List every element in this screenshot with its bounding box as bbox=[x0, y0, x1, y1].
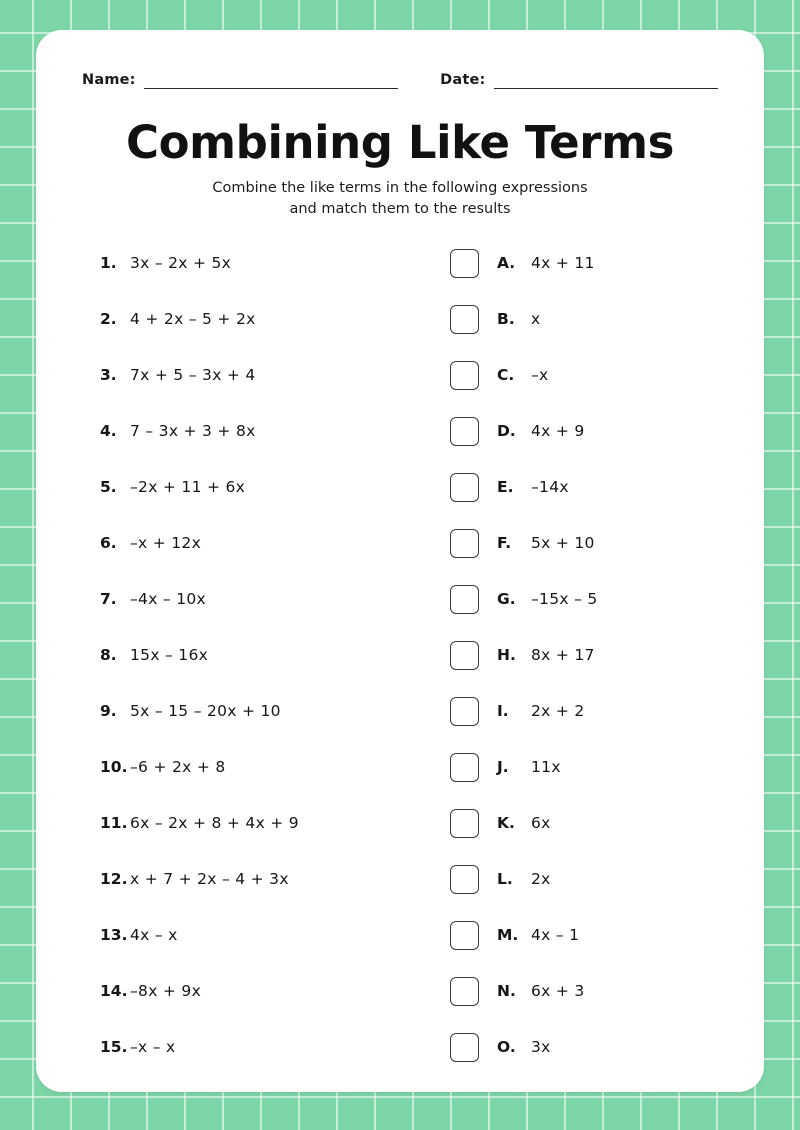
question-number: 11. bbox=[100, 814, 128, 832]
question-expression: 7 – 3x + 3 + 8x bbox=[130, 422, 256, 440]
answer-letter: C. bbox=[497, 366, 515, 384]
question-expression: –2x + 11 + 6x bbox=[130, 478, 246, 496]
answer-letter: D. bbox=[497, 422, 516, 440]
answer-row bbox=[450, 235, 764, 291]
worksheet-sheet bbox=[36, 30, 764, 1092]
question-expression: 15x – 16x bbox=[130, 646, 209, 664]
question-number: 10. bbox=[100, 758, 128, 776]
question-expression: 3x – 2x + 5x bbox=[130, 254, 232, 272]
question-row bbox=[100, 683, 396, 739]
question-row bbox=[100, 851, 396, 907]
question-number: 4. bbox=[100, 422, 117, 440]
answer-checkbox[interactable] bbox=[450, 809, 479, 838]
answer-expression: –14x bbox=[531, 478, 569, 496]
answer-checkbox[interactable] bbox=[450, 753, 479, 782]
instructions-line-1: Combine the like terms in the following expressions bbox=[212, 180, 588, 196]
answer-expression: 6x + 3 bbox=[531, 982, 585, 1000]
answer-expression: 2x bbox=[531, 870, 551, 888]
question-expression: –x – x bbox=[130, 1038, 176, 1056]
question-expression: –4x – 10x bbox=[130, 590, 206, 608]
question-number: 7. bbox=[100, 590, 117, 608]
answer-letter: N. bbox=[497, 982, 516, 1000]
answer-checkbox[interactable] bbox=[450, 529, 479, 558]
answer-letter: E. bbox=[497, 478, 514, 496]
answer-expression: 2x + 2 bbox=[531, 702, 585, 720]
question-expression: 7x + 5 – 3x + 4 bbox=[130, 366, 256, 384]
name-field[interactable] bbox=[82, 72, 398, 89]
question-row bbox=[100, 739, 396, 795]
instructions bbox=[36, 178, 764, 220]
answer-row bbox=[450, 459, 764, 515]
answer-expression: 4x + 11 bbox=[531, 254, 595, 272]
answer-checkbox[interactable] bbox=[450, 697, 479, 726]
question-number: 15. bbox=[100, 1038, 128, 1056]
answer-expression: 4x – 1 bbox=[531, 926, 580, 944]
answer-letter: L. bbox=[497, 870, 513, 888]
question-row bbox=[100, 291, 396, 347]
answer-expression: 3x bbox=[531, 1038, 551, 1056]
question-row bbox=[100, 459, 396, 515]
answer-row bbox=[450, 347, 764, 403]
question-row bbox=[100, 235, 396, 291]
answer-row bbox=[450, 963, 764, 1019]
answer-expression: x bbox=[531, 310, 541, 328]
questions-column bbox=[36, 235, 396, 1075]
question-expression: 4x – x bbox=[130, 926, 178, 944]
answer-checkbox[interactable] bbox=[450, 305, 479, 334]
answer-letter: F. bbox=[497, 534, 512, 552]
instructions-line-2: and match them to the results bbox=[289, 201, 511, 218]
question-number: 13. bbox=[100, 926, 128, 944]
question-expression: 6x – 2x + 8 + 4x + 9 bbox=[130, 814, 299, 832]
answer-row bbox=[450, 683, 764, 739]
answer-checkbox[interactable] bbox=[450, 585, 479, 614]
question-number: 9. bbox=[100, 702, 117, 720]
question-number: 2. bbox=[100, 310, 117, 328]
date-label: Date: bbox=[440, 72, 486, 88]
question-number: 8. bbox=[100, 646, 117, 664]
page-title: Combining Like Terms bbox=[126, 116, 674, 169]
answer-expression: 5x + 10 bbox=[531, 534, 595, 552]
question-row bbox=[100, 963, 396, 1019]
answer-row bbox=[450, 795, 764, 851]
question-number: 3. bbox=[100, 366, 117, 384]
question-row bbox=[100, 795, 396, 851]
question-number: 6. bbox=[100, 534, 117, 552]
answer-row bbox=[450, 851, 764, 907]
question-expression: 5x – 15 – 20x + 10 bbox=[130, 702, 281, 720]
answer-checkbox[interactable] bbox=[450, 641, 479, 670]
question-row bbox=[100, 907, 396, 963]
question-row bbox=[100, 403, 396, 459]
answer-checkbox[interactable] bbox=[450, 473, 479, 502]
answer-letter: G. bbox=[497, 590, 516, 608]
answer-checkbox[interactable] bbox=[450, 921, 479, 950]
question-expression: x + 7 + 2x – 4 + 3x bbox=[130, 870, 289, 888]
answer-checkbox[interactable] bbox=[450, 417, 479, 446]
question-expression: –6 + 2x + 8 bbox=[130, 758, 226, 776]
answer-row bbox=[450, 1019, 764, 1075]
answer-expression: 8x + 17 bbox=[531, 646, 595, 664]
answer-expression: 4x + 9 bbox=[531, 422, 585, 440]
answer-expression: –15x – 5 bbox=[531, 590, 598, 608]
answer-letter: A. bbox=[497, 254, 516, 272]
answer-letter: I. bbox=[497, 702, 509, 720]
question-row bbox=[100, 515, 396, 571]
question-row bbox=[100, 1019, 396, 1075]
answers-column bbox=[396, 235, 764, 1075]
question-number: 5. bbox=[100, 478, 117, 496]
answer-checkbox[interactable] bbox=[450, 249, 479, 278]
answer-row bbox=[450, 403, 764, 459]
name-label: Name: bbox=[82, 72, 136, 88]
answer-row bbox=[450, 739, 764, 795]
student-info-row bbox=[82, 72, 718, 89]
answer-row bbox=[450, 571, 764, 627]
answer-letter: B. bbox=[497, 310, 515, 328]
question-row bbox=[100, 627, 396, 683]
worksheet-columns bbox=[36, 235, 764, 1075]
answer-row bbox=[450, 627, 764, 683]
date-field[interactable] bbox=[440, 72, 718, 89]
answer-letter: H. bbox=[497, 646, 516, 664]
question-number: 14. bbox=[100, 982, 128, 1000]
answer-expression: 6x bbox=[531, 814, 551, 832]
answer-expression: 11x bbox=[531, 758, 561, 776]
date-input-line[interactable] bbox=[494, 74, 718, 89]
answer-checkbox[interactable] bbox=[450, 977, 479, 1006]
question-row bbox=[100, 571, 396, 627]
question-expression: –8x + 9x bbox=[130, 982, 202, 1000]
answer-checkbox[interactable] bbox=[450, 361, 479, 390]
answer-letter: K. bbox=[497, 814, 515, 832]
answer-checkbox[interactable] bbox=[450, 1033, 479, 1062]
answer-letter: M. bbox=[497, 926, 519, 944]
answer-row bbox=[450, 515, 764, 571]
name-input-line[interactable] bbox=[144, 74, 398, 89]
answer-row bbox=[450, 291, 764, 347]
answer-letter: J. bbox=[497, 758, 509, 776]
answer-checkbox[interactable] bbox=[450, 865, 479, 894]
question-number: 12. bbox=[100, 870, 128, 888]
answer-expression: –x bbox=[531, 366, 549, 384]
answer-row bbox=[450, 907, 764, 963]
question-expression: 4 + 2x – 5 + 2x bbox=[130, 310, 256, 328]
question-expression: –x + 12x bbox=[130, 534, 202, 552]
question-row bbox=[100, 347, 396, 403]
question-number: 1. bbox=[100, 254, 117, 272]
answer-letter: O. bbox=[497, 1038, 516, 1056]
